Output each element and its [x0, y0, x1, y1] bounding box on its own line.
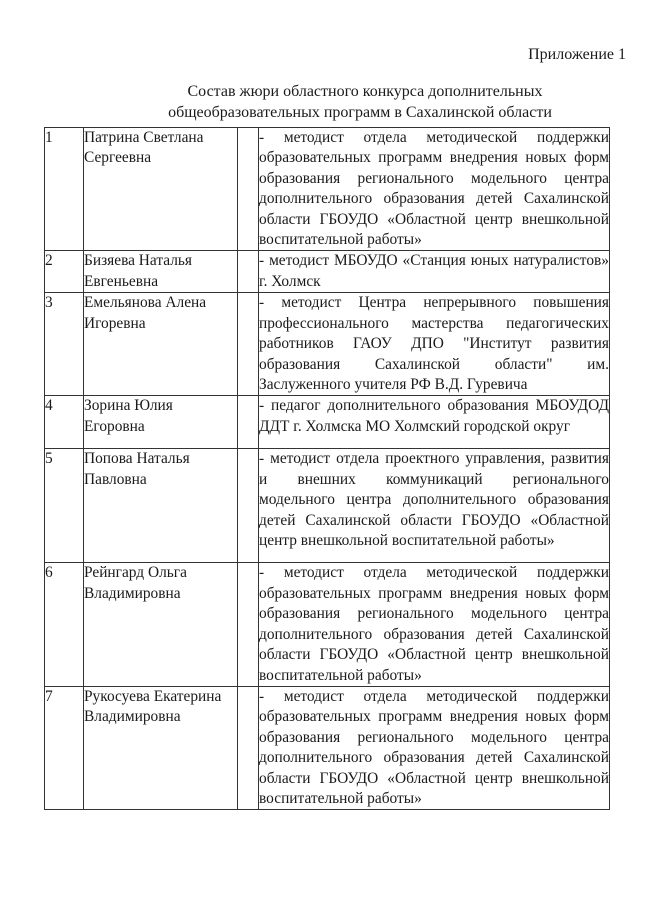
member-name: Зорина Юлия Егоровна	[84, 396, 238, 449]
jury-table	[44, 127, 610, 810]
empty-cell	[238, 449, 259, 563]
table-row	[45, 686, 610, 809]
member-number: 1	[45, 128, 84, 251]
member-position: - методист отдела проектного управления, развития и внешних коммуникаций регионального модельного центра дополнительного образования детей Сахалинской области ГБОУДО «Областной центр внешкольной воспитательной работы»	[259, 449, 610, 563]
table-row	[45, 293, 610, 396]
appendix-label: Приложение 1	[528, 46, 626, 63]
member-position: - методист отдела методической поддержки образовательных программ внедрения новых форм образования регионального модельного центра дополнительного образования детей Сахалинской области ГБОУДО «Областной центр внешкольной воспитательной работы»	[259, 563, 610, 686]
member-name: Попова Наталья Павловна	[84, 449, 238, 563]
member-position: - методист МБОУДО «Станция юных натуралистов» г. Холмск	[259, 251, 610, 293]
table-row	[45, 128, 610, 251]
empty-cell	[238, 396, 259, 449]
empty-cell	[238, 293, 259, 396]
empty-cell	[238, 686, 259, 809]
scan-artifact	[2, 33, 22, 37]
member-name: Бизяева Наталья Евгеньевна	[84, 251, 238, 293]
table-row	[45, 563, 610, 686]
member-number: 2	[45, 251, 84, 293]
member-position: - методист отдела методической поддержки образовательных программ внедрения новых форм образования регионального модельного центра дополнительного образования детей Сахалинской области ГБОУДО «Областной центр внешкольной воспитательной работы»	[259, 128, 610, 251]
member-number: 6	[45, 563, 84, 686]
empty-cell	[238, 128, 259, 251]
empty-cell	[238, 563, 259, 686]
table-row	[45, 396, 610, 449]
member-number: 7	[45, 686, 84, 809]
table-row	[45, 449, 610, 563]
member-position: - методист Центра непрерывного повышения профессионального мастерства педагогических работников ГАОУ ДПО "Институт развития образования Сахалинской области" им. Заслуженного учителя РФ В.Д. Гуревича	[259, 293, 610, 396]
member-number: 4	[45, 396, 84, 449]
table-row	[45, 251, 610, 293]
member-name: Рукосуева Екатерина Владимировна	[84, 686, 238, 809]
member-number: 3	[45, 293, 84, 396]
member-position: - педагог дополнительного образования МБОУДОД ДДТ г. Холмска МО Холмский городской округ	[259, 396, 610, 449]
member-name: Патрина Светлана Сергеевна	[84, 128, 238, 251]
document-title	[100, 81, 620, 123]
member-position: - методист отдела методической поддержки образовательных программ внедрения новых форм образования регионального модельного центра дополнительного образования детей Сахалинской области ГБОУДО «Областной центр внешкольной воспитательной работы»	[259, 686, 610, 809]
title-line-2: общеобразовательных программ в Сахалинской области	[168, 104, 552, 121]
member-number: 5	[45, 449, 84, 563]
member-name: Емельянова Алена Игоревна	[84, 293, 238, 396]
member-name: Рейнгард Ольга Владимировна	[84, 563, 238, 686]
title-line-1: Состав жюри областного конкурса дополнительных	[187, 83, 543, 100]
empty-cell	[238, 251, 259, 293]
